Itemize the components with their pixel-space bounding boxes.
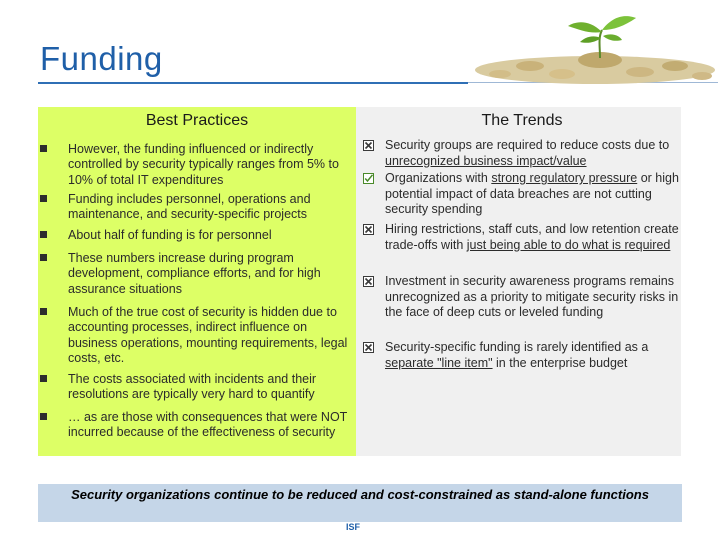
x-box-icon [363, 224, 374, 235]
list-item-text: About half of funding is for personnel [68, 228, 272, 242]
list-item-text: These numbers increase during program development, compliance efforts, and for high assurance situations [68, 251, 321, 296]
list-item-text: The costs associated with incidents and their resolutions are typically very hard to quantify [68, 372, 317, 402]
check-box-icon [363, 173, 374, 184]
x-box-icon [363, 140, 374, 151]
square-bullet-icon [40, 375, 47, 382]
square-bullet-icon [40, 145, 47, 152]
trend-item-text: Security groups are required to reduce costs due to unrecognized business impact/value [385, 138, 670, 168]
footer-text: Security organizations continue to be reduced and cost-constrained as stand-alone functions [71, 487, 649, 502]
square-bullet-icon [40, 413, 47, 420]
square-bullet-icon [40, 308, 47, 315]
square-bullet-icon [40, 231, 47, 238]
x-box-icon [363, 342, 374, 353]
list-item-text: Much of the true cost of security is hidden due to accounting processes, indirect influence on business operations, mounting requirements, legal costs, etc. [68, 305, 348, 366]
trend-item-text: Investment in security awareness programs remains unrecognized as a priority to mitigate security risks in the face of deep cuts or leveled funding [385, 274, 679, 319]
best-practices-heading: Best Practices [145, 112, 249, 129]
x-box-icon [363, 276, 374, 287]
isf-logo: ISF [346, 522, 361, 532]
list-item-text: Funding includes personnel, operations and maintenance, and security-specific projects [68, 192, 311, 222]
list-item-text: However, the funding influenced or indirectly controlled by security typically ranges from 5% to 10% of total IT expenditures [68, 142, 339, 187]
list-item-text: … as are those with consequences that were NOT incurred because of the effectiveness of security [68, 410, 348, 440]
square-bullet-icon [40, 254, 47, 261]
square-bullet-icon [40, 195, 47, 202]
trend-item-text: Security-specific funding is rarely identified as a separate "line item" in the enterprise budget [385, 340, 649, 370]
trends-heading: The Trends [481, 112, 563, 129]
trend-item-text: Hiring restrictions, staff cuts, and low retention create trade-offs with just being able to do what is required [385, 222, 679, 252]
slide-title: Funding [40, 40, 163, 77]
trend-item-text: Organizations with strong regulatory pressure or high potential impact of data breaches are not cutting security spending [385, 171, 679, 216]
title-underline [38, 82, 468, 84]
coins-plant-image [470, 8, 718, 88]
